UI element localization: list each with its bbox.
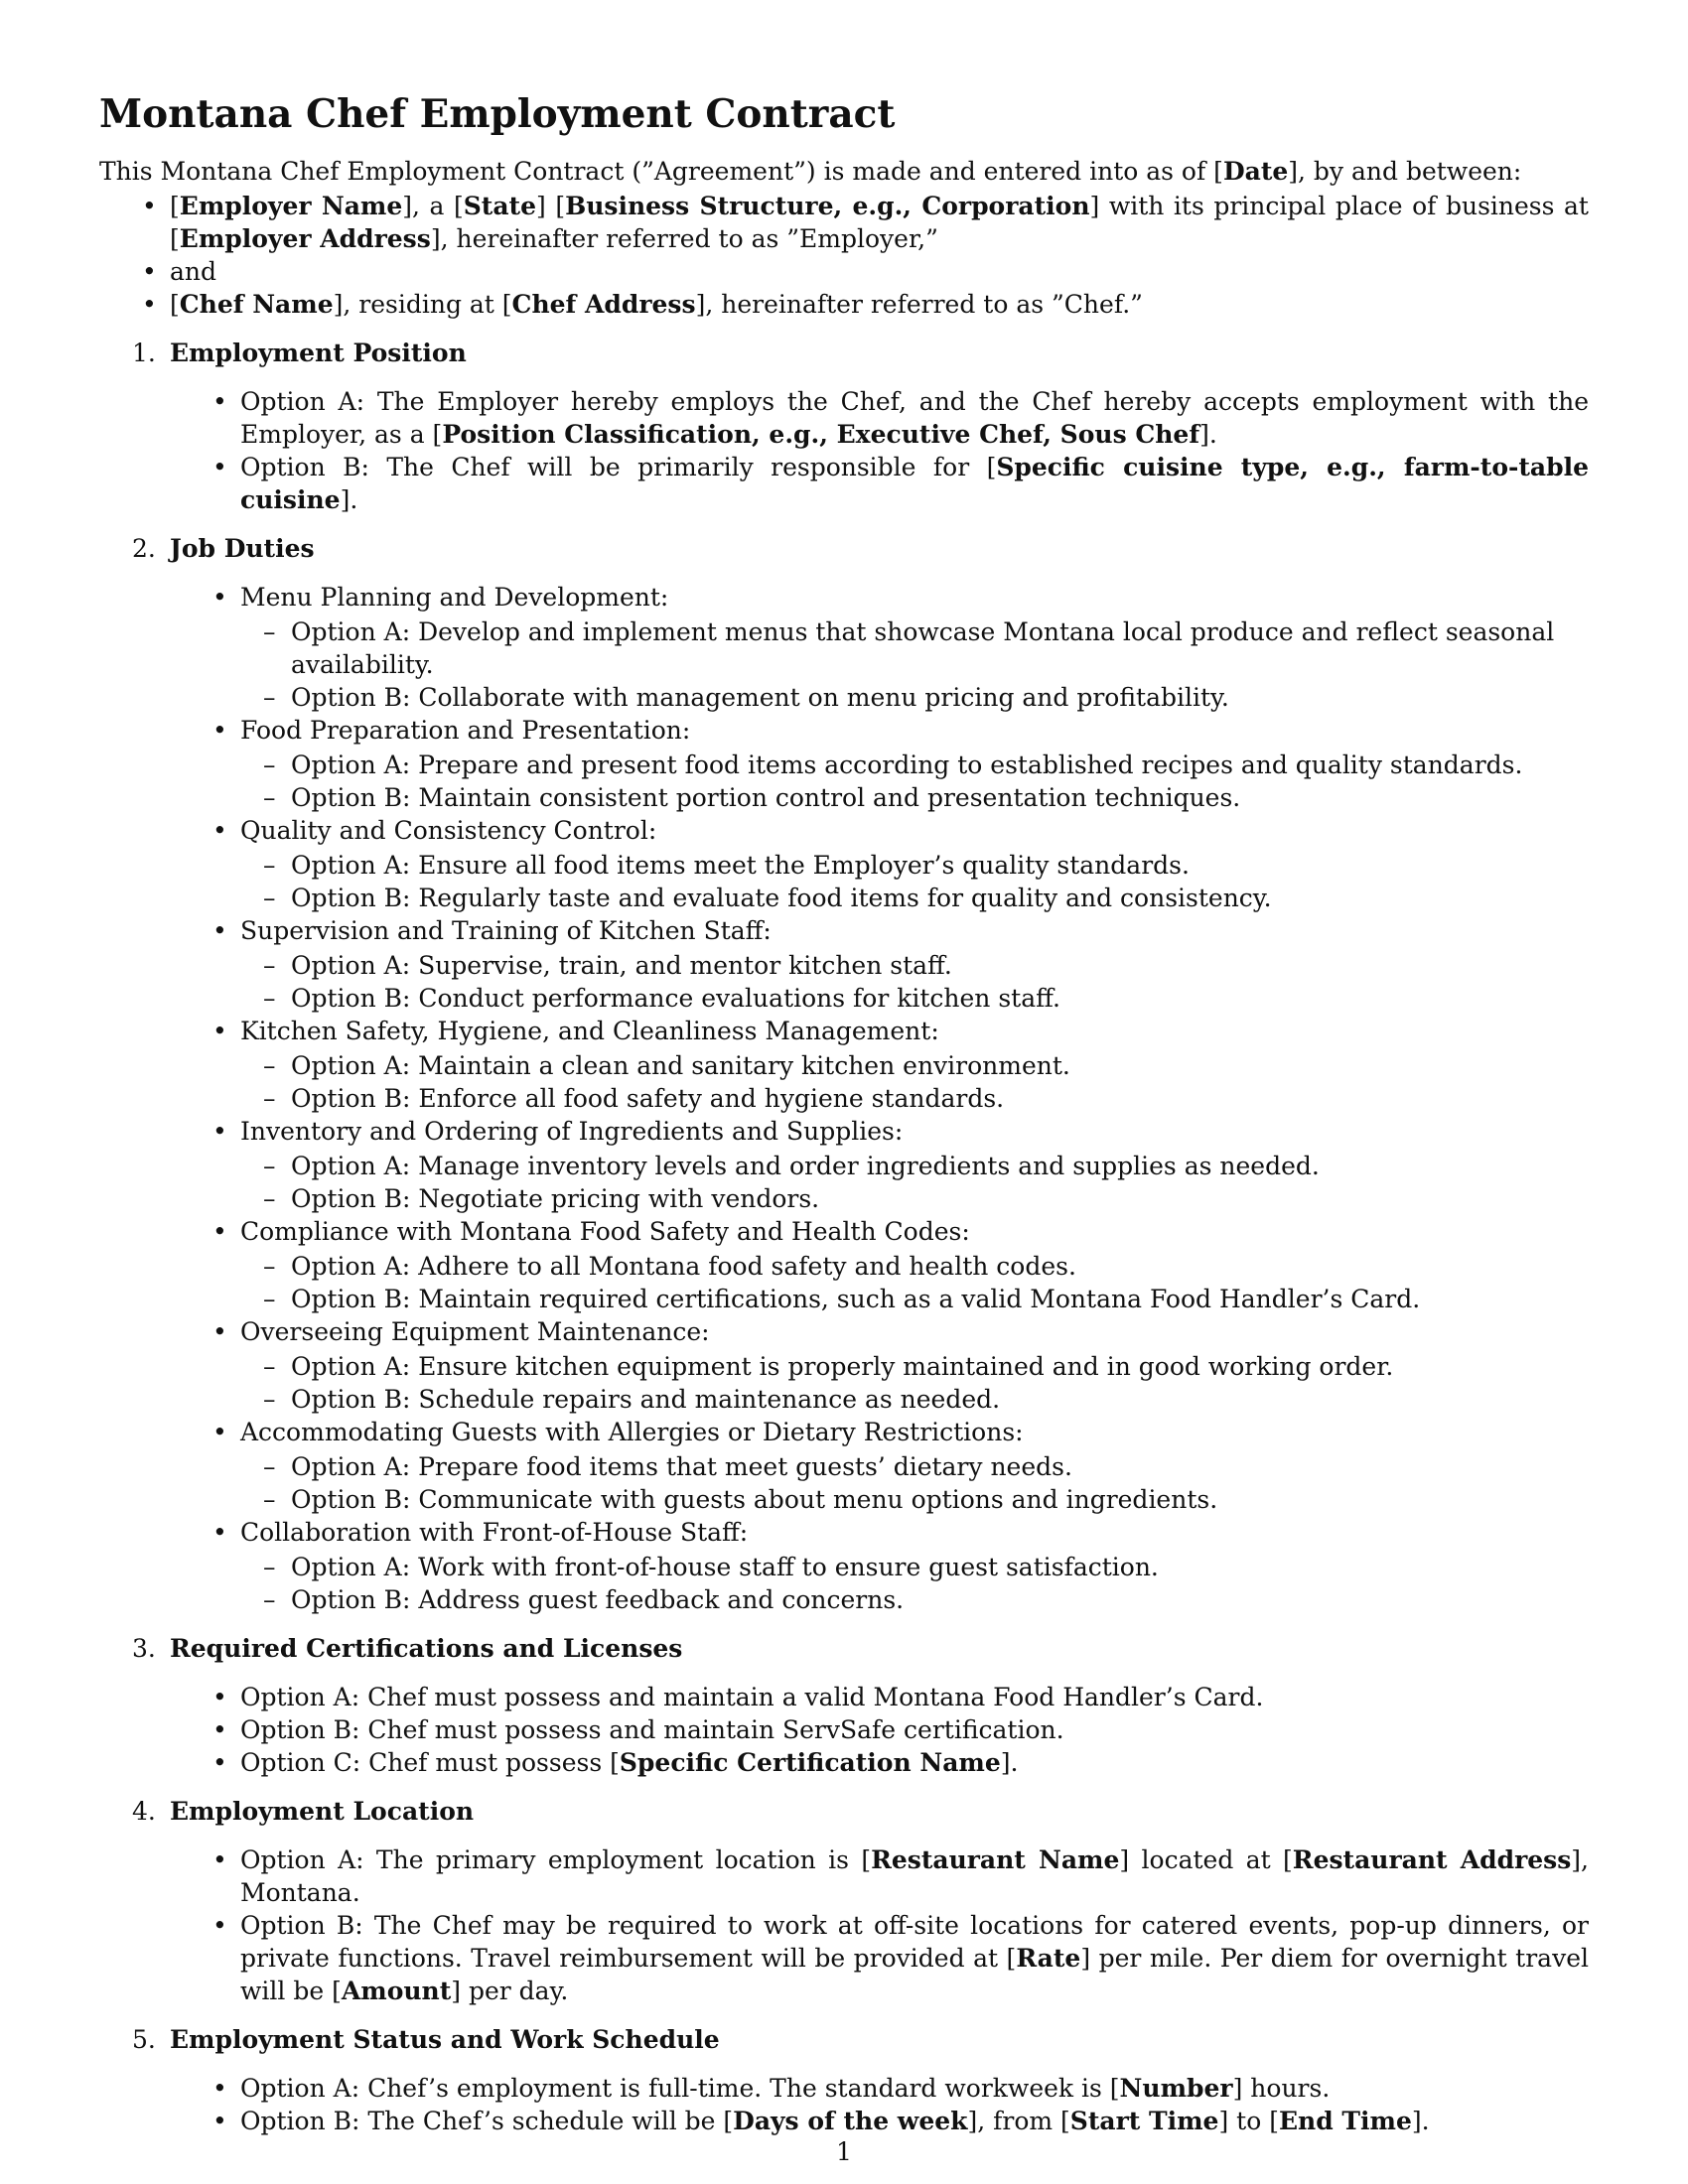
- employer-address-placeholder: Employer Address: [179, 224, 431, 253]
- duty-label: Menu Planning and Development:: [240, 583, 669, 612]
- duty-item: [170, 1516, 1589, 1616]
- duty-options: [240, 749, 1589, 814]
- position-placeholder: Position Classification, e.g., Executive Chef, Sous Chef: [442, 420, 1200, 449]
- duty-item: [170, 814, 1589, 914]
- hours-placeholder: Number: [1119, 2074, 1233, 2103]
- option-item: – Option A: Prepare food items that meet guests’ dietary needs.: [240, 1450, 1589, 1483]
- option-item: – Option A: Prepare and present food items according to established recipes and quality standards.: [240, 749, 1589, 781]
- duty-item: [170, 1215, 1589, 1315]
- and-item: • and: [99, 255, 1589, 288]
- option-item: – Option B: Address guest feedback and concerns.: [240, 1583, 1589, 1616]
- duty-item: [170, 581, 1589, 714]
- duty-label: Collaboration with Front-of-House Staff:: [240, 1518, 749, 1547]
- intro-paragraph: [99, 155, 1589, 188]
- section-number: 1.: [132, 339, 156, 367]
- duty-item: [170, 1115, 1589, 1215]
- page-number: 1: [836, 2137, 852, 2166]
- section-options: [170, 385, 1589, 516]
- section-options: [170, 2072, 1589, 2137]
- chef-address-placeholder: Chef Address: [511, 290, 696, 319]
- section-employment-location: [99, 1795, 1589, 2007]
- duty-label: Quality and Consistency Control:: [240, 816, 657, 845]
- rate-placeholder: Rate: [1016, 1944, 1081, 1973]
- section-number: 3.: [132, 1634, 156, 1663]
- section-title: Employment Location: [170, 1797, 475, 1826]
- section-employment-position: [99, 337, 1589, 516]
- duty-label: Compliance with Montana Food Safety and Health Codes:: [240, 1217, 970, 1246]
- option-item: – Option A: Maintain a clean and sanitary kitchen environment.: [240, 1049, 1589, 1082]
- duty-item: [170, 714, 1589, 814]
- restaurant-name-placeholder: Restaurant Name: [871, 1845, 1120, 1874]
- section-title: Job Duties: [170, 534, 315, 563]
- option-item: – Option B: Maintain required certifications, such as a valid Montana Food Handler’s Card.: [240, 1283, 1589, 1315]
- duty-item: [170, 1015, 1589, 1115]
- option-item: – Option A: Develop and implement menus that showcase Montana local produce and reflect seasonal availability.: [240, 615, 1589, 681]
- employer-name-placeholder: Employer Name: [179, 192, 403, 220]
- sections-list: [99, 337, 1589, 2137]
- chef-name-placeholder: Chef Name: [179, 290, 334, 319]
- section-options: [170, 1843, 1589, 2007]
- duty-item: [170, 1315, 1589, 1416]
- duty-label: Overseeing Equipment Maintenance:: [240, 1317, 710, 1346]
- duties-list: [170, 581, 1589, 1616]
- duty-options: [240, 615, 1589, 714]
- duty-label: Food Preparation and Presentation:: [240, 716, 691, 745]
- option-item: – Option A: Ensure kitchen equipment is properly maintained and in good working order.: [240, 1350, 1589, 1383]
- section-title: Required Certifications and Licenses: [170, 1634, 683, 1663]
- intro-text: This Montana Chef Employment Contract (”Agreement”) is made and entered into as of [: [99, 157, 1223, 186]
- option-item: – Option B: Negotiate pricing with vendors.: [240, 1182, 1589, 1215]
- option-item: – Option A: Manage inventory levels and order ingredients and supplies as needed.: [240, 1150, 1589, 1182]
- option-item: – Option B: Schedule repairs and maintenance as needed.: [240, 1383, 1589, 1416]
- employer-party: • [Employer Name], a [State] [Business Structure, e.g., Corporation] with its principal place of business at [Employer Address], hereinafter referred to as ”Employer,”: [99, 190, 1589, 255]
- option-item: • Option A: Chef’s employment is full-time. The standard workweek is [Number] hours.: [170, 2072, 1589, 2105]
- duty-options: [240, 1450, 1589, 1516]
- option-item: – Option A: Work with front-of-house staff to ensure guest satisfaction.: [240, 1551, 1589, 1583]
- amount-placeholder: Amount: [341, 1977, 452, 2005]
- duty-options: [240, 1250, 1589, 1315]
- duty-label: Supervision and Training of Kitchen Staff:: [240, 916, 772, 945]
- section-certifications: [99, 1632, 1589, 1779]
- duty-label: Inventory and Ordering of Ingredients and Supplies:: [240, 1117, 904, 1146]
- option-item: – Option B: Conduct performance evaluations for kitchen staff.: [240, 982, 1589, 1015]
- option-item: – Option A: Ensure all food items meet the Employer’s quality standards.: [240, 849, 1589, 882]
- option-item: • Option B: The Chef will be primarily responsible for [Specific cuisine type, e.g., farm-to-table cuisine].: [170, 451, 1589, 516]
- section-employment-status: [99, 2023, 1589, 2137]
- section-title: Employment Status and Work Schedule: [170, 2025, 720, 2054]
- duty-options: [240, 1350, 1589, 1416]
- option-item: • Option B: Chef must possess and maintain ServSafe certification.: [170, 1713, 1589, 1746]
- date-placeholder: Date: [1222, 157, 1289, 186]
- section-number: 2.: [132, 534, 156, 563]
- duty-options: [240, 1150, 1589, 1215]
- certification-placeholder: Specific Certification Name: [619, 1748, 1001, 1777]
- option-item: • Option B: The Chef may be required to work at off-site locations for catered events, pop-up dinners, or private functions. Travel reimbursement will be provided at [Rate] per mile. Per diem for overnight travel will be [Amount] per day.: [170, 1909, 1589, 2007]
- state-placeholder: State: [463, 192, 537, 220]
- option-item: • Option B: The Chef’s schedule will be [Days of the week], from [Start Time] to [End Time].: [170, 2105, 1589, 2137]
- document-title: Montana Chef Employment Contract: [99, 91, 896, 137]
- duty-label: Accommodating Guests with Allergies or Dietary Restrictions:: [240, 1418, 1024, 1446]
- duty-options: [240, 1551, 1589, 1616]
- document-page: [99, 79, 1589, 2137]
- cuisine-placeholder: Specific cuisine type, e.g., farm-to-table cuisine: [240, 453, 1590, 514]
- end-time-placeholder: End Time: [1278, 2107, 1412, 2135]
- duty-item: [170, 1416, 1589, 1516]
- parties-list: [99, 190, 1589, 321]
- option-item: • Option A: The Employer hereby employs the Chef, and the Chef hereby accepts employment with the Employer, as a [Position Classification, e.g., Executive Chef, Sous Chef].: [170, 385, 1589, 451]
- restaurant-address-placeholder: Restaurant Address: [1292, 1845, 1572, 1874]
- duty-label: Kitchen Safety, Hygiene, and Cleanliness Management:: [240, 1017, 939, 1045]
- section-number: 5.: [132, 2025, 156, 2054]
- section-title: Employment Position: [170, 339, 467, 367]
- duty-options: [240, 949, 1589, 1015]
- option-item: • Option A: Chef must possess and maintain a valid Montana Food Handler’s Card.: [170, 1681, 1589, 1713]
- duty-options: [240, 1049, 1589, 1115]
- option-item: – Option B: Collaborate with management on menu pricing and profitability.: [240, 681, 1589, 714]
- intro-text-end: ], by and between:: [1288, 157, 1522, 186]
- chef-party: • [Chef Name], residing at [Chef Address], hereinafter referred to as ”Chef.”: [99, 288, 1589, 321]
- section-job-duties: [99, 532, 1589, 1616]
- option-item: • Option C: Chef must possess [Specific Certification Name].: [170, 1746, 1589, 1779]
- option-item: – Option B: Communicate with guests about menu options and ingredients.: [240, 1483, 1589, 1516]
- option-item: – Option A: Supervise, train, and mentor kitchen staff.: [240, 949, 1589, 982]
- option-item: • Option A: The primary employment location is [Restaurant Name] located at [Restaurant Address], Montana.: [170, 1843, 1589, 1909]
- duty-item: [170, 914, 1589, 1015]
- section-number: 4.: [132, 1797, 156, 1826]
- duty-options: [240, 849, 1589, 914]
- option-item: – Option A: Adhere to all Montana food safety and health codes.: [240, 1250, 1589, 1283]
- option-item: – Option B: Maintain consistent portion control and presentation techniques.: [240, 781, 1589, 814]
- option-item: – Option B: Enforce all food safety and hygiene standards.: [240, 1082, 1589, 1115]
- start-time-placeholder: Start Time: [1069, 2107, 1219, 2135]
- days-placeholder: Days of the week: [733, 2107, 968, 2135]
- option-item: – Option B: Regularly taste and evaluate food items for quality and consistency.: [240, 882, 1589, 914]
- section-options: [170, 1681, 1589, 1779]
- business-structure-placeholder: Business Structure, e.g., Corporation: [565, 192, 1090, 220]
